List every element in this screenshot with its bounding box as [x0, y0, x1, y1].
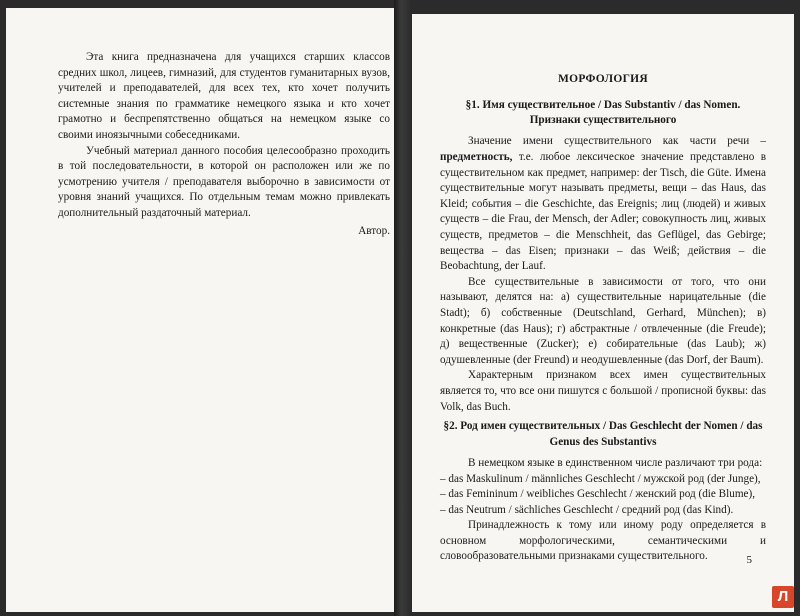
gender-list-item: – das Neutrum / sächliches Geschlecht / средний род (das Kind).: [440, 503, 734, 516]
section-2-title: §2. Род имен существительных / Das Geschlecht der Nomen / das Genus des Substantivs: [443, 420, 763, 448]
right-page: [412, 14, 794, 612]
section-2-paragraph-2: Принадлежность к тому или иному роду определяется в основном морфологическими, семантическими и словообразовательными признаками существительного.: [440, 519, 766, 563]
foreword-text: [58, 50, 390, 239]
chapter-heading: МОРФОЛОГИЯ: [557, 73, 649, 85]
s1-p1-start: Значение имени существительного как части речи –: [468, 135, 766, 148]
author-signature: Автор.: [358, 224, 390, 237]
section-1-paragraph-2: Все существительные в зависимости от того, что они называют, делятся на: а) существительные нарицательные (die Stadt); б) собственные (Deutschland, Gerhard, München); в) конкретные (das Haus); г) абстрактные / отвлеченные (die Freude); д) вещественные (Zucker); е) собирательные (das Laub); ж) одушевленные (der Freund) и неодушевленные (das Dorf, der Baum).: [440, 275, 766, 366]
gender-list: [440, 472, 766, 519]
page-number: 5: [746, 554, 752, 566]
left-page: [6, 8, 394, 612]
section-1-title: §1. Имя существительное / Das Substantiv / das Nomen. Признаки существительного: [465, 98, 741, 126]
gender-list-item: – das Maskulinum / männliches Geschlecht / мужской род (der Junge),: [440, 472, 761, 485]
section-1-paragraph-3: Характерным признаком всех имен существительных является то, что все они пишутся с большой / прописной буквы: das Volk, das Buch.: [440, 369, 766, 413]
watermark-logo: Л: [772, 586, 794, 608]
foreword-paragraph-1: Эта книга предназначена для учащихся старших классов средних школ, лицеев, гимназий, для студентов гуманитарных вузов, учителей и преподавателей, для всех тех, кто хочет получить системные знания по грамматике немецкого языка и кто хочет грамотно и беспрепятственно общаться на немецком языке со своими иноязычными собеседниками.: [58, 51, 390, 141]
section-1-paragraph-1: [440, 134, 766, 274]
book-spine: [394, 0, 412, 616]
s1-p1-bold-term: предметность,: [440, 151, 513, 163]
foreword-paragraph-2: Учебный материал данного пособия целесообразно проходить в той последовательности, в которой он расположен или же по усмотрению учителя / преподавателя выборочно в зависимости от уровня знаний учащихся. По отдельным темам можно привлекать дополнительный раздаточный материал.: [58, 144, 390, 219]
s1-p1-rest: т.е. любое лексическое значение представлено в существительном как предмет, например: der Tisch, die Güte. Имена существительные могут называть предметы, вещи – das Haus, das Kleid; события – die Geschichte, das Ereignis; лиц (людей) и живых существ – die Frau, der Mensch, der Adler; совокупность лиц, живых существ, предметов – die Menschheit, das Geflügel, das Gebirge; вещества – das Eisen; признаки – das Weiß; действия – die Beobachtung, der Lauf.: [440, 151, 766, 273]
section-2-paragraph-1: В немецком языке в единственном числе различают три рода:: [468, 456, 763, 469]
morphology-text: [440, 72, 766, 565]
gender-list-item: – das Femininum / weibliches Geschlecht / женский род (die Blume),: [440, 488, 756, 501]
